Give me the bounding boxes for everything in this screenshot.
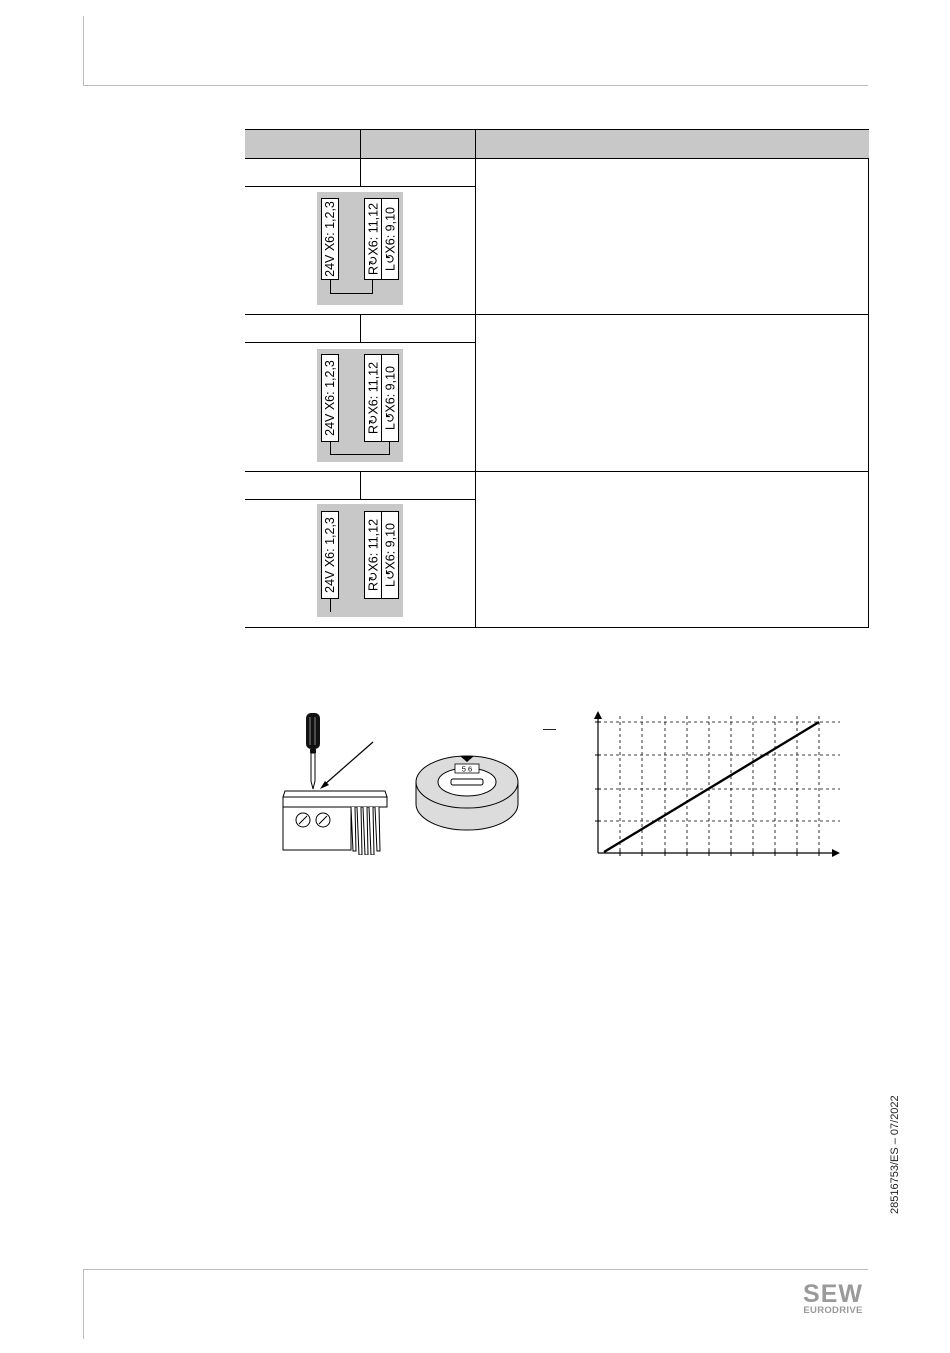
terminal-24v-box: [321, 511, 339, 599]
terminal-block: [283, 807, 351, 850]
x-axis-arrow-icon: [832, 849, 840, 857]
single-wire-left: [330, 599, 331, 612]
table-main-divider: [475, 158, 476, 627]
terminal-r-box: [364, 511, 382, 599]
subrow-line-1: [245, 186, 475, 187]
subrow-divider-2: [360, 314, 361, 342]
page-left-rule-bottom: [83, 1269, 84, 1339]
screwdriver-handle: [306, 713, 320, 749]
terminal-l-label: L↺X6: 9,10: [383, 366, 398, 430]
terminal-24v-label: 24V X6: 1,2,3: [323, 201, 337, 277]
dial-scale-label: 5 6: [461, 764, 473, 774]
bridge-wire-right: [372, 280, 373, 294]
terminal-diagram-3: [317, 504, 403, 617]
terminal-24v-label: 24V X6: 1,2,3: [323, 360, 337, 436]
terminal-24v-box: [321, 198, 339, 280]
setpoint-characteristic-line: [604, 722, 819, 852]
table-right-border: [868, 158, 869, 627]
sew-eurodrive-logo: [797, 1280, 869, 1316]
logo-eurodrive-text: EURODRIVE: [803, 1305, 863, 1316]
setpoint-graph: [590, 708, 845, 868]
terminal-l-box: [381, 354, 399, 442]
bridge-wire-left: [330, 280, 331, 294]
subrow-line-3: [245, 499, 475, 500]
terminal-r-label: R↻X6: 11,12: [366, 518, 381, 592]
table-header-row: [245, 129, 869, 158]
screwdriver-terminal-figure: [275, 705, 395, 855]
terminal-24v-label: 24V X6: 1,2,3: [323, 517, 337, 593]
terminal-l-box: [381, 511, 399, 599]
table-bottom-border: [245, 627, 869, 628]
graph-label-line: —: [543, 721, 556, 736]
terminal-l-label: L↺X6: 9,10: [383, 523, 398, 587]
document-code: 28516753/ES – 07/2022: [889, 1095, 901, 1214]
page-left-rule-top: [83, 16, 84, 85]
logo-sew-text: SEW: [803, 1280, 863, 1308]
terminal-l-box: [381, 198, 399, 280]
cooling-fins: [351, 807, 380, 855]
terminal-l-label: L↺X6: 9,10: [383, 207, 398, 271]
terminal-24v-box: [321, 354, 339, 442]
row-separator-1: [245, 314, 869, 315]
terminal-diagram-1: [317, 192, 403, 305]
y-axis-arrow-icon: [594, 711, 602, 719]
page-footer-rule: [83, 1269, 868, 1270]
terminal-r-label: R↻X6: 11,12: [366, 202, 381, 276]
dial-slot: [451, 779, 483, 785]
bridge-wire-bottom: [330, 293, 373, 294]
terminal-r-label: R↻X6: 11,12: [366, 361, 381, 435]
table-header-divider-2: [475, 129, 476, 158]
bridge-wire-bottom: [330, 454, 390, 455]
subrow-line-2: [245, 342, 475, 343]
bridge-wire-right: [389, 442, 390, 455]
setpoint-dial-figure: [410, 752, 525, 837]
table-header-bottom: [245, 158, 869, 159]
terminal-r-box: [364, 354, 382, 442]
terminal-r-box: [364, 198, 382, 280]
screwdriver-blade: [311, 753, 315, 789]
subrow-divider-1: [360, 158, 361, 186]
page-header-rule: [83, 85, 868, 86]
subrow-divider-3: [360, 471, 361, 499]
row-separator-2: [245, 471, 869, 472]
terminal-diagram-2: [317, 349, 403, 462]
table-header-divider-1: [360, 129, 361, 158]
table-top-border: [245, 129, 869, 130]
